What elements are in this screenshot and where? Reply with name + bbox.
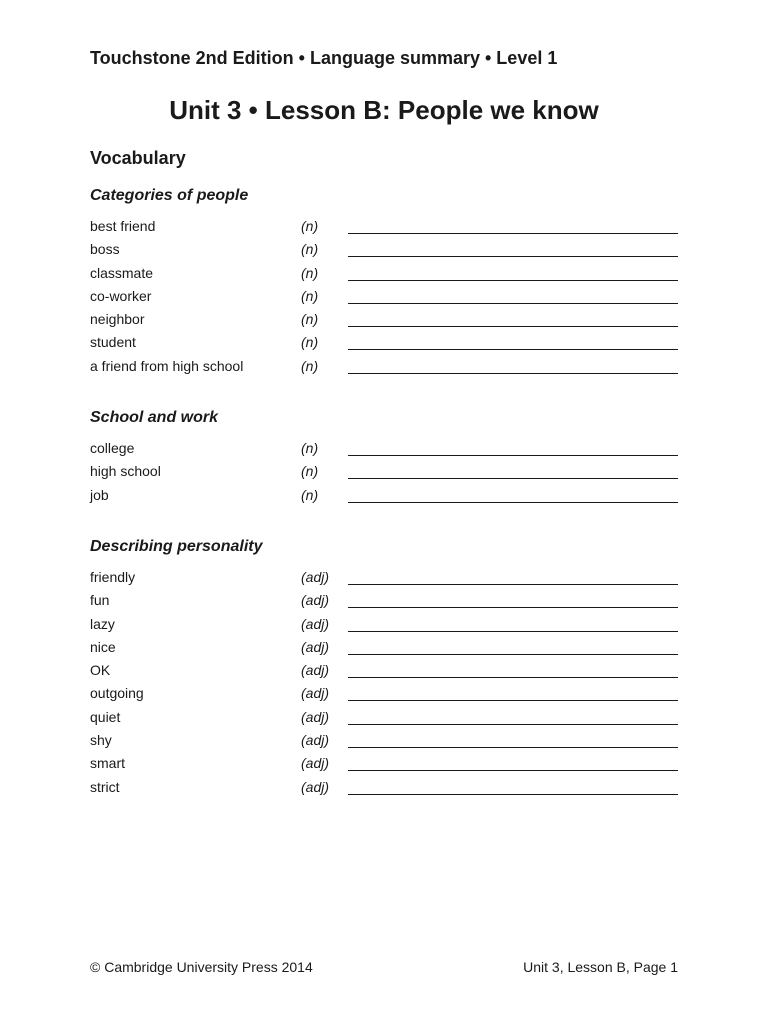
answer-line[interactable] — [348, 455, 678, 456]
vocab-row — [90, 730, 678, 753]
vocab-row — [90, 660, 678, 683]
vocab-row — [90, 683, 678, 706]
part-of-speech: (adj) — [301, 638, 330, 655]
vocab-term: fun — [90, 592, 110, 609]
part-of-speech: (adj) — [301, 662, 330, 679]
section-title: Vocabulary — [90, 148, 186, 168]
vocab-row — [90, 438, 678, 461]
part-of-speech: (n) — [301, 241, 319, 258]
answer-line[interactable] — [348, 349, 678, 350]
vocab-row — [90, 614, 678, 637]
part-of-speech: (n) — [301, 218, 319, 234]
page-reference: Unit 3, Lesson B, Page 1 — [523, 959, 678, 975]
answer-line[interactable] — [348, 233, 678, 234]
part-of-speech: (n) — [301, 264, 319, 281]
answer-line[interactable] — [348, 607, 678, 608]
part-of-speech: (adj) — [301, 732, 330, 749]
vocab-row — [90, 239, 678, 262]
vocab-row — [90, 286, 678, 309]
vocab-term: strict — [90, 778, 120, 795]
category-title: School and work — [90, 409, 219, 426]
answer-line[interactable] — [348, 584, 678, 585]
answer-line[interactable] — [348, 794, 678, 795]
part-of-speech: (adj) — [301, 708, 330, 725]
vocab-term: a friend from high school — [90, 357, 244, 374]
part-of-speech: (n) — [301, 440, 319, 456]
vocab-term: smart — [90, 755, 125, 772]
answer-line[interactable] — [348, 373, 678, 374]
vocab-term: friendly — [90, 569, 136, 585]
category-people — [90, 185, 678, 379]
part-of-speech: (n) — [301, 334, 319, 351]
vocab-row — [90, 485, 678, 508]
answer-line[interactable] — [348, 256, 678, 257]
category-title: Describing personality — [90, 538, 263, 555]
vocab-row — [90, 777, 678, 800]
part-of-speech: (n) — [301, 287, 319, 304]
part-of-speech: (adj) — [301, 592, 330, 609]
part-of-speech: (adj) — [301, 685, 330, 702]
vocab-term: neighbor — [90, 311, 145, 328]
vocab-term: best friend — [90, 218, 156, 234]
vocab-row — [90, 356, 678, 379]
answer-line[interactable] — [348, 478, 678, 479]
vocab-row — [90, 753, 678, 776]
part-of-speech: (adj) — [301, 755, 330, 772]
vocab-row — [90, 707, 678, 730]
answer-line[interactable] — [348, 326, 678, 327]
answer-line[interactable] — [348, 654, 678, 655]
vocab-term: high school — [90, 463, 161, 480]
vocab-term: shy — [90, 732, 112, 749]
part-of-speech: (n) — [301, 311, 319, 328]
vocab-term: OK — [90, 662, 111, 679]
vocab-row — [90, 461, 678, 484]
vocab-term: co-worker — [90, 287, 152, 304]
part-of-speech: (adj) — [301, 615, 330, 632]
vocab-row — [90, 309, 678, 332]
vocab-row — [90, 567, 678, 590]
category-school-work — [90, 407, 678, 508]
part-of-speech: (adj) — [301, 778, 330, 795]
vocab-term: quiet — [90, 708, 121, 725]
vocab-term: outgoing — [90, 685, 144, 702]
vocab-row — [90, 637, 678, 660]
vocab-term: student — [90, 334, 136, 351]
vocab-term: classmate — [90, 264, 154, 281]
vocab-term: boss — [90, 241, 120, 258]
answer-line[interactable] — [348, 631, 678, 632]
answer-line[interactable] — [348, 700, 678, 701]
vocab-row — [90, 216, 678, 239]
answer-line[interactable] — [348, 502, 678, 503]
answer-line[interactable] — [348, 770, 678, 771]
part-of-speech: (n) — [301, 357, 319, 374]
page-title: Unit 3 • Lesson B: People we know — [169, 95, 599, 125]
category-personality — [90, 536, 678, 800]
vocab-term: job — [90, 486, 109, 503]
part-of-speech: (adj) — [301, 569, 330, 585]
answer-line[interactable] — [348, 747, 678, 748]
vocab-term: nice — [90, 638, 116, 655]
part-of-speech: (n) — [301, 486, 319, 503]
vocab-row — [90, 332, 678, 355]
vocab-term: college — [90, 440, 135, 456]
vocab-row — [90, 263, 678, 286]
vocab-row — [90, 590, 678, 613]
copyright-footer: © Cambridge University Press 2014 — [90, 959, 313, 975]
vocab-term: lazy — [90, 615, 115, 632]
answer-line[interactable] — [348, 677, 678, 678]
answer-line[interactable] — [348, 280, 678, 281]
answer-line[interactable] — [348, 724, 678, 725]
answer-line[interactable] — [348, 303, 678, 304]
series-header: Touchstone 2nd Edition • Language summary • Level 1 — [90, 48, 558, 68]
category-title: Categories of people — [90, 187, 249, 204]
part-of-speech: (n) — [301, 463, 319, 480]
